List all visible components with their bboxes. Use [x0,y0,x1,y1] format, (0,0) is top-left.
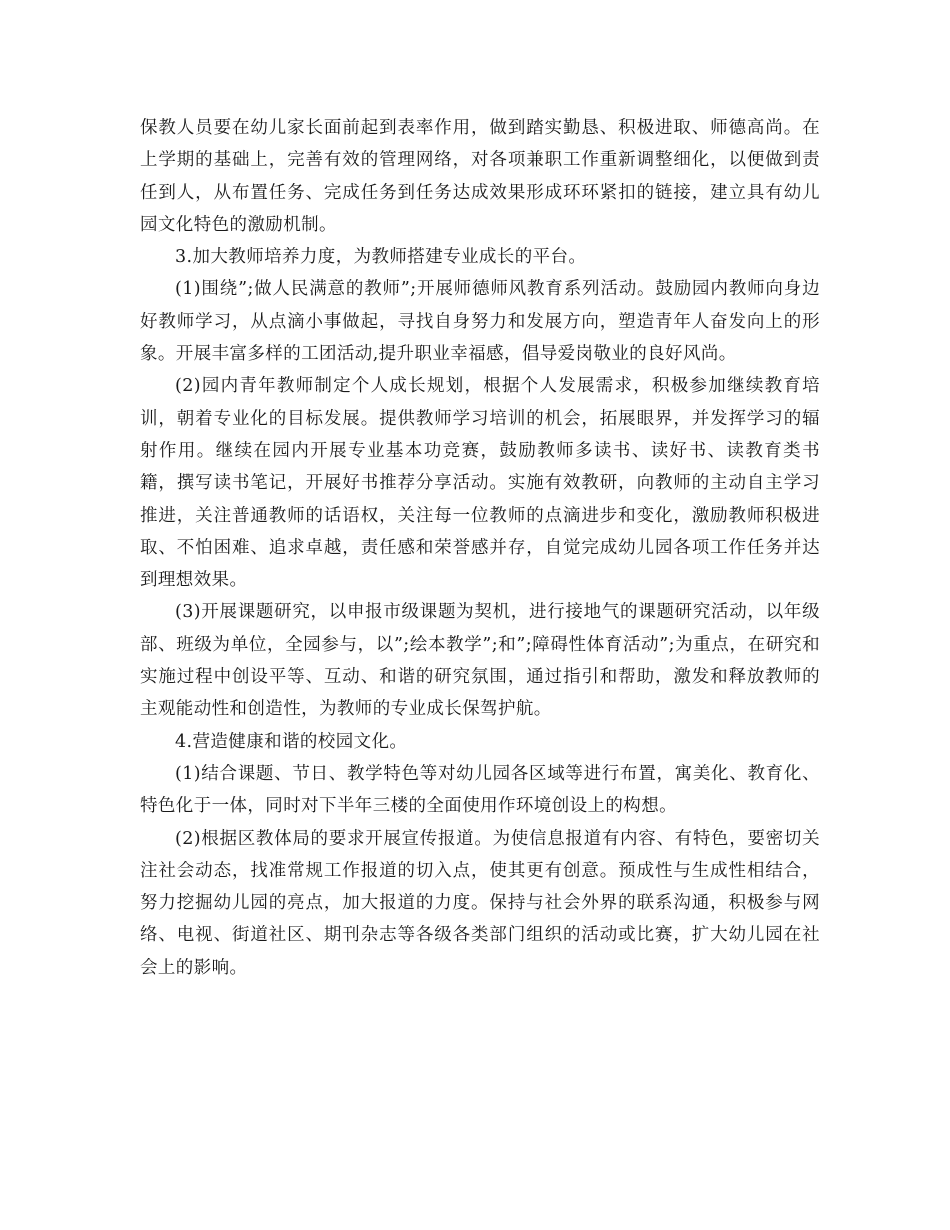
paragraph-4-1: (1)结合课题、节日、教学特色等对幼儿园各区域等进行布置，寓美化、教育化、特色化于一体，同时对下半年三楼的全面使用作环境创设上的构想。 [140,763,820,817]
heading-item-4: 4.营造健康和谐的校园文化。 [175,731,408,752]
paragraph-3-2: (2)园内青年教师制定个人成长规划，根据个人发展需求，积极参加继续教育培训，朝着专业化的目标发展。提供教师学习培训的机会，拓展眼界，并发挥学习的辐射作用。继续在园内开展专业基本功竞赛，鼓励教师多读书、读好书、读教育类书籍，撰写读书笔记，开展好书推荐分享活动。实施有效教研，向教师的主动自主学习推进，关注普通教师的话语权，关注每一位教师的点滴进步和变化，激励教师积极进取、不怕困难、追求卓越，责任感和荣誉感并存，自觉完成幼儿园各项工作任务并达到理想效果。 [140,376,820,591]
heading-item-3: 3.加大教师培养力度，为教师搭建专业成长的平台。 [175,247,587,268]
document-body [140,112,820,984]
paragraph-3-3: (3)开展课题研究，以申报市级课题为契机，进行接地气的课题研究活动，以年级部、班级为单位，全园参与，以”;绘本教学”;和”;障碍性体育活动”;为重点，在研究和实施过程中创设平等、互动、和谐的研究氛围，通过指引和帮助，激发和释放教师的主观能动性和创造性，为教师的专业成长保驾护航。 [140,602,820,720]
paragraph-1: 保教人员要在幼儿家长面前起到表率作用，做到踏实勤恳、积极进取、师德高尚。在上学期的基础上，完善有效的管理网络，对各项兼职工作重新调整细化，以便做到责任到人，从布置任务、完成任务到任务达成效果形成环环紧扣的链接，建立具有幼儿园文化特色的激励机制。 [140,118,820,235]
paragraph-4-2: (2)根据区教体局的要求开展宣传报道。为使信息报道有内容、有特色，要密切关注社会动态，找准常规工作报道的切入点，使其更有创意。预成性与生成性相结合，努力挖掘幼儿园的亮点，加大报道的力度。保持与社会外界的联系沟通，积极参与网络、电视、街道社区、期刊杂志等各级各类部门组织的活动或比赛，扩大幼儿园在社会上的影响。 [140,828,820,978]
paragraph-3-1: (1)围绕”;做人民满意的教师”;开展师德师风教育系列活动。鼓励园内教师向身边好教师学习，从点滴小事做起，寻找自身努力和发展方向，塑造青年人奋发向上的形象。开展丰富多样的工团活动,提升职业幸福感，倡导爱岗敬业的良好风尚。 [140,279,820,365]
